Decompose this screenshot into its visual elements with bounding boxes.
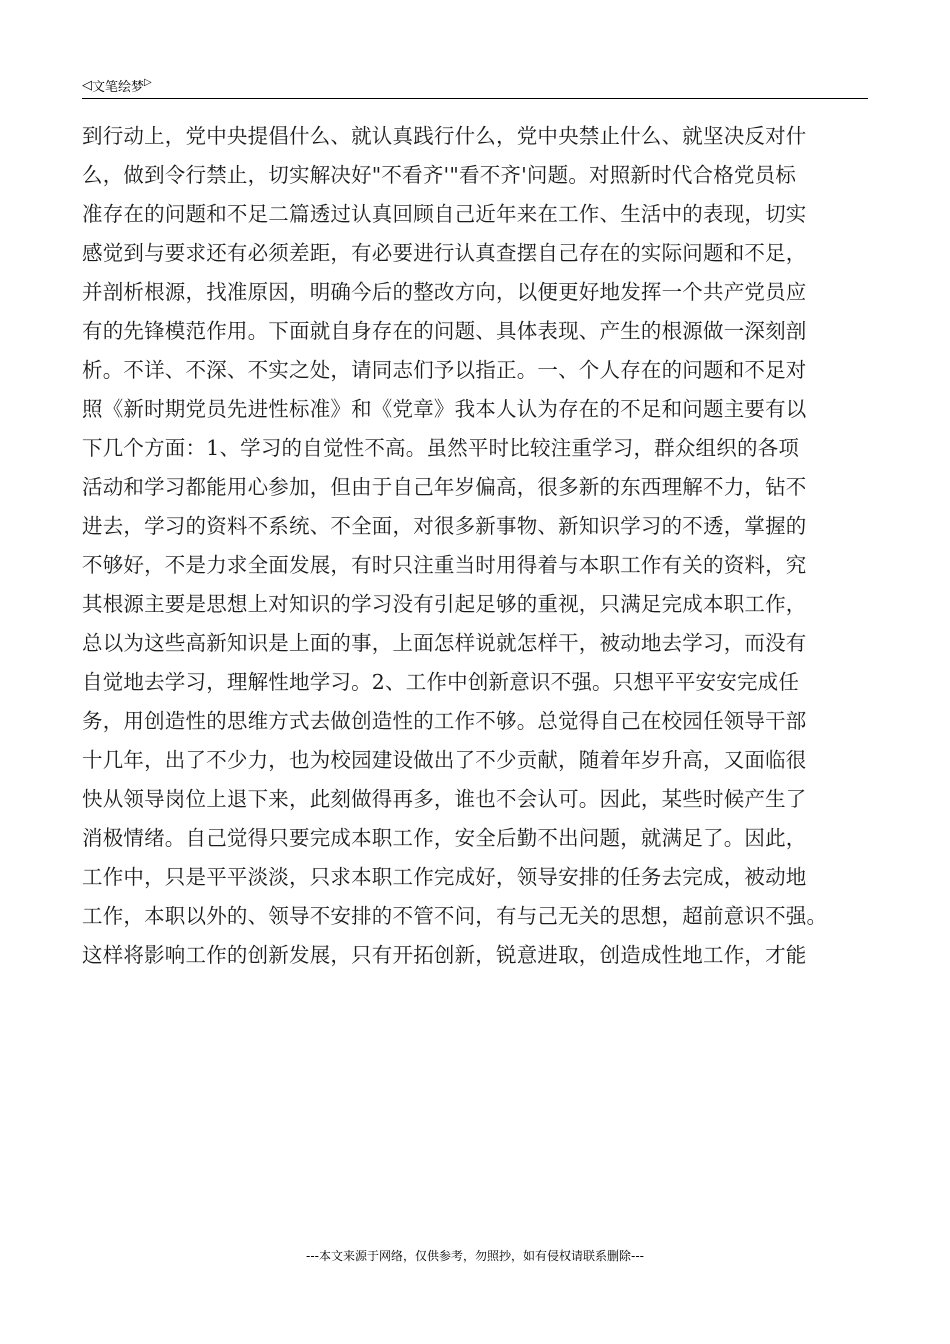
left-triangle-icon: ◁ xyxy=(82,78,92,93)
text-line: 不够好，不是力求全面发展，有时只注重当时用得着与本职工作有关的资料，究 xyxy=(82,553,807,577)
text-line: 并剖析根源，找准原因，明确今后的整改方向，以便更好地发挥一个共产党员应 xyxy=(82,280,807,304)
document-body xyxy=(82,117,872,975)
text-line: 有的先锋模范作用。下面就自身存在的问题、具体表现、产生的根源做一深刻剖 xyxy=(82,319,807,343)
text-line: 快从领导岗位上退下来，此刻做得再多，谁也不会认可。因此，某些时候产生了 xyxy=(82,787,807,811)
text-line: 工作，本职以外的、领导不安排的不管不问，有与己无关的思想，超前意识不强。 xyxy=(82,904,828,928)
text-line: 准存在的问题和不足二篇透过认真回顾自己近年来在工作、生活中的表现，切实 xyxy=(82,202,807,226)
text-line: 工作中，只是平平淡淡，只求本职工作完成好，领导安排的任务去完成，被动地 xyxy=(82,865,807,889)
text-line: 析。不详、不深、不实之处，请同志们予以指正。一、个人存在的问题和不足对 xyxy=(82,358,807,382)
text-line: 其根源主要是思想上对知识的学习没有引起足够的重视，只满足完成本职工作， xyxy=(82,592,807,616)
header-brand xyxy=(82,76,152,95)
text-line: 自觉地去学习，理解性地学习。2、工作中创新意识不强。只想平平安安完成任 xyxy=(82,670,800,694)
text-line: 务，用创造性的思维方式去做创造性的工作不够。总觉得自己在校园任领导干部 xyxy=(82,709,807,733)
header-title: 文笔绘梦 xyxy=(92,80,145,95)
text-line: 么，做到令行禁止，切实解决好"不看齐'"看不齐'问题。对照新时代合格党员标 xyxy=(82,163,797,187)
text-line: 照《新时期党员先进性标准》和《党章》我本人认为存在的不足和问题主要有以 xyxy=(82,397,807,421)
text-line: 进去，学习的资料不系统、不全面，对很多新事物、新知识学习的不透，掌握的 xyxy=(82,514,807,538)
text-line: 到行动上，党中央提倡什么、就认真践行什么，党中央禁止什么、就坚决反对什 xyxy=(82,124,807,148)
text-line: 这样将影响工作的创新发展，只有开拓创新，锐意进取，创造成性地工作，才能 xyxy=(82,943,807,967)
text-line: 下几个方面：1、学习的自觉性不高。虽然平时比较注重学习，群众组织的各项 xyxy=(82,436,800,460)
right-triangle-icon: ▷ xyxy=(144,77,152,88)
text-line: 消极情绪。自己觉得只要完成本职工作，安全后勤不出问题，就满足了。因此， xyxy=(82,826,807,850)
page-footer: ---本文来源于网络，仅供参考，勿照抄，如有侵权请联系删除--- xyxy=(306,1249,644,1263)
text-line: 总以为这些高新知识是上面的事，上面怎样说就怎样干，被动地去学习，而没有 xyxy=(82,631,807,655)
text-line: 感觉到与要求还有必须差距，有必要进行认真查摆自己存在的实际问题和不足， xyxy=(82,241,807,265)
page-header xyxy=(82,74,868,99)
text-line: 十几年，出了不少力，也为校园建设做出了不少贡献，随着年岁升高，又面临很 xyxy=(82,748,807,772)
text-line: 活动和学习都能用心参加，但由于自己年岁偏高，很多新的东西理解不力，钻不 xyxy=(82,475,807,499)
